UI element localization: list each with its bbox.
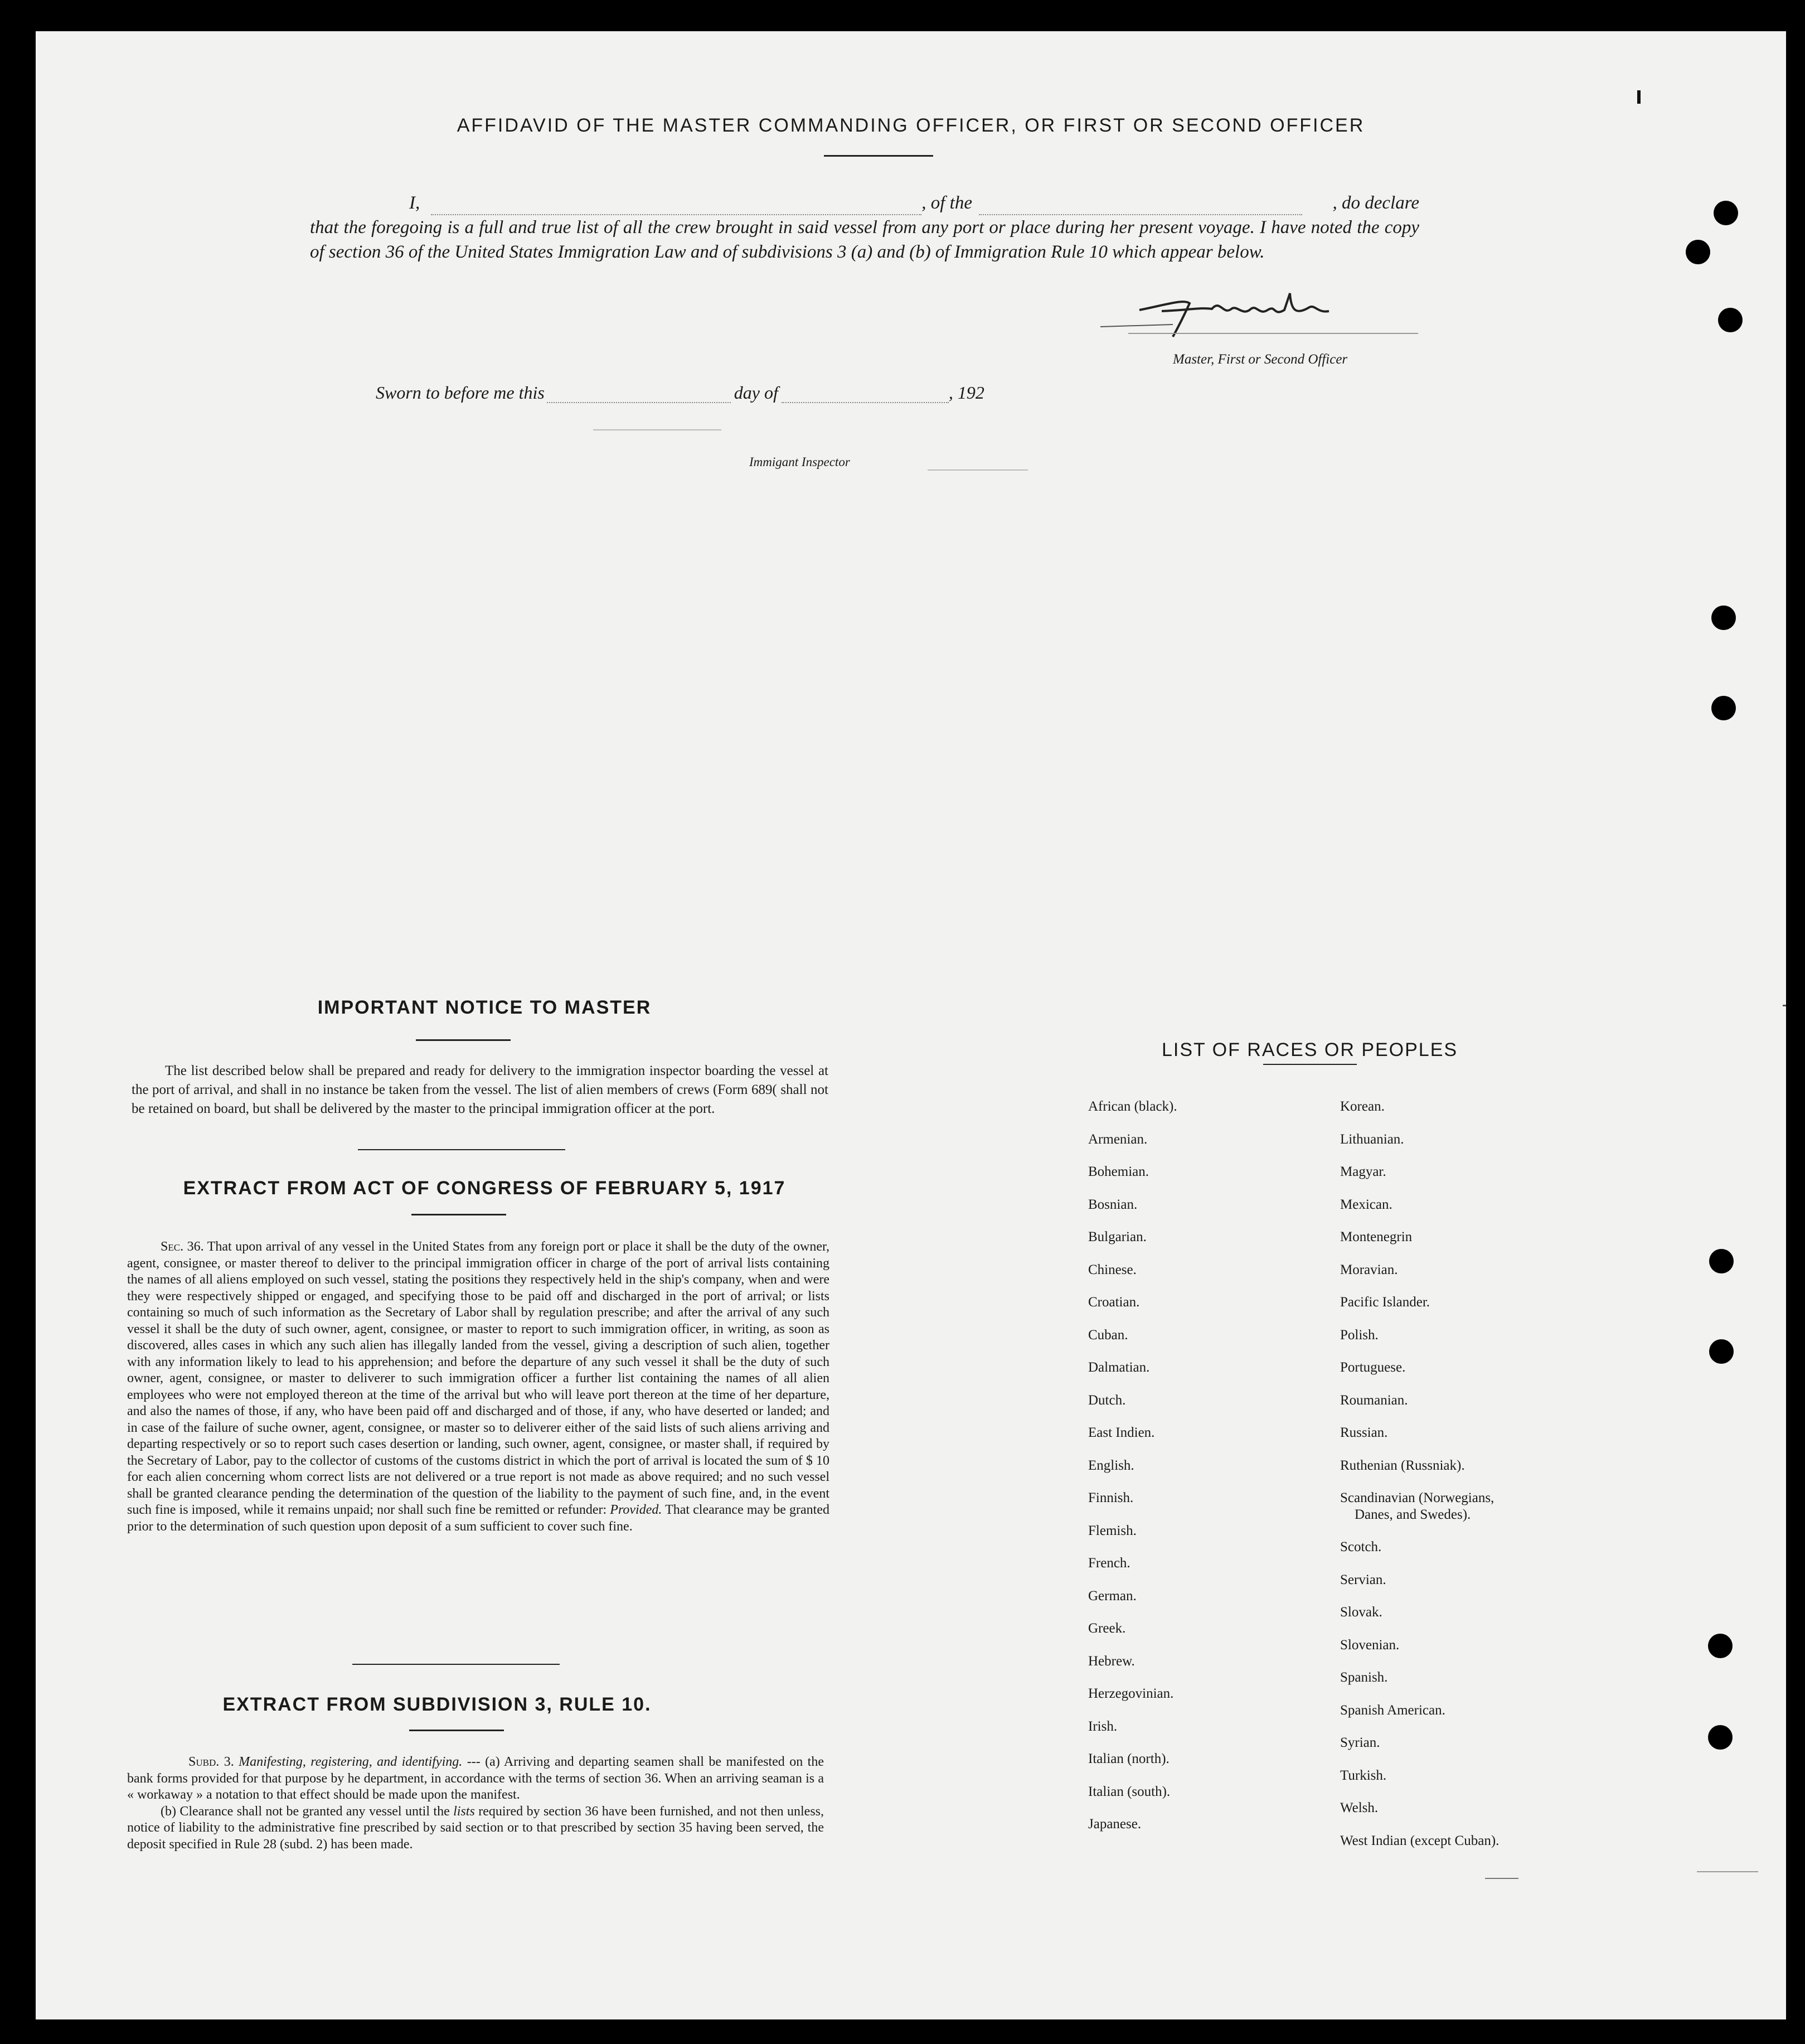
race-item: Slovenian.	[1340, 1637, 1400, 1653]
race-item: Bohemian.	[1088, 1164, 1149, 1179]
subd-para-b: required by section 36 have been furnished, and not then unless, notice of liability to the administrative fine prescribed by said section or to that prescribed by section 35 having been served, the deposit specified in Rule 28 (subd. 2) has been made.	[127, 1804, 824, 1852]
race-item: Magyar.	[1340, 1164, 1386, 1179]
punch-hole	[1711, 696, 1736, 720]
punch-hole	[1686, 240, 1710, 264]
race-item: Spanish American.	[1340, 1702, 1445, 1718]
races-title: LIST OF RACES OR PEOPLES	[1162, 1039, 1458, 1060]
subd-para-b-start: (b) Clearance shall not be granted any vessel until the	[161, 1804, 450, 1819]
races-column-1	[1088, 1091, 1177, 1841]
race-item: Turkish.	[1340, 1767, 1387, 1783]
race-item: Ruthenian (Russniak).	[1340, 1457, 1465, 1473]
race-item: West Indian (except Cuban).	[1340, 1833, 1500, 1848]
race-item: African (black).	[1088, 1099, 1177, 1114]
race-item: Flemish.	[1088, 1523, 1137, 1538]
sec-end: That clearance may be granted prior to the determination of such question upon deposit of a sum sufficient to cover such fine.	[127, 1503, 830, 1534]
punch-hole	[1714, 201, 1738, 225]
race-item: Bulgarian.	[1088, 1229, 1147, 1244]
day-of-label: day of	[734, 382, 778, 403]
inspector-line	[928, 469, 1028, 471]
signature	[1089, 277, 1368, 338]
race-item: Bosnian.	[1088, 1197, 1138, 1212]
subd-label: Subd. 3.	[188, 1755, 234, 1769]
punch-hole	[1709, 1339, 1734, 1364]
year-label: , 192	[948, 382, 984, 403]
notice-rule	[416, 1039, 511, 1041]
affidavit-title: AFFIDAVID OF THE MASTER COMMANDING OFFICER, OR FIRST OR SECOND OFFICER	[457, 115, 1365, 136]
race-item: Russian.	[1340, 1425, 1388, 1440]
day-blank	[547, 385, 731, 403]
race-item: Scotch.	[1340, 1539, 1382, 1554]
extract-act-bottom-rule	[352, 1664, 560, 1665]
race-item: Italian (north).	[1088, 1751, 1170, 1766]
race-item: Syrian.	[1340, 1735, 1380, 1750]
decl-body: that the foregoing is a full and true list of all the crew brought in said vessel from any port or place during her present voyage. I have noted the copy of section 36 of the United States Immigration Law and of subdivisions 3 (a) and (b) of Immigration Rule 10 which appear below.	[310, 217, 1419, 262]
notice-bottom-rule	[358, 1149, 565, 1150]
document-page	[36, 31, 1786, 2019]
punch-hole	[1711, 606, 1736, 630]
subd-heading: Manifesting, registering, and identifying.	[239, 1755, 463, 1769]
race-item: German.	[1088, 1588, 1137, 1604]
race-item	[1340, 1482, 1499, 1531]
page-mark	[1637, 90, 1641, 104]
declaration-text	[310, 191, 1419, 264]
race-item: Finnish.	[1088, 1490, 1134, 1505]
race-item: Lithuanian.	[1340, 1131, 1404, 1147]
extract-act-rule	[411, 1214, 506, 1215]
race-item: Armenian.	[1088, 1131, 1148, 1147]
race-item: French.	[1088, 1556, 1130, 1571]
sworn-line	[376, 382, 984, 403]
race-item: Portuguese.	[1340, 1360, 1406, 1375]
race-item: Spanish.	[1340, 1670, 1388, 1685]
decl-of-the: , of the	[921, 193, 972, 213]
race-item: Montenegrin	[1340, 1229, 1413, 1244]
race-item: English.	[1088, 1457, 1134, 1473]
month-blank	[782, 385, 949, 403]
subdivision-3-text	[127, 1754, 824, 1853]
sworn-rule	[593, 429, 721, 430]
name-blank	[431, 197, 921, 215]
corner-mark	[1485, 1878, 1518, 1879]
extract-rule-title: EXTRACT FROM SUBDIVISION 3, RULE 10.	[222, 1694, 652, 1715]
race-item: Hebrew.	[1088, 1653, 1135, 1669]
race-item: Chinese.	[1088, 1262, 1137, 1277]
notice-text: The list described below shall be prepared and ready for delivery to the immigration inspector boarding the vessel at the port of arrival, and shall in no instance be taken from the vessel. The list of alien members of crews (Form 689( shall not be retained on board, but shall be delivered by the master to the principal immigration officer at the port.	[132, 1063, 828, 1116]
punch-hole	[1709, 1249, 1734, 1273]
subd-para-a: --- (a) Arriving and departing seamen shall be manifested on the bank forms provided for that purpose by he department, in accordance with the terms of section 36. When an arriving seaman is a « workaway » a notation to that effect should be made upon the manifest.	[127, 1755, 824, 1802]
races-column-2	[1340, 1091, 1499, 1857]
title-rule	[824, 155, 933, 157]
extract-act-title: EXTRACT FROM ACT OF CONGRESS OF FEBRUARY 5, 1917	[183, 1178, 786, 1199]
signature-label: Master, First or Second Officer	[1173, 352, 1348, 367]
races-rule	[1263, 1064, 1357, 1065]
vessel-blank	[979, 197, 1302, 215]
race-item: Japanese.	[1088, 1817, 1142, 1832]
race-item: Servian.	[1340, 1572, 1386, 1587]
race-item: Pacific Islander.	[1340, 1295, 1430, 1310]
sworn-label: Sworn to before me this	[376, 382, 545, 403]
race-scandinavian-line2: Danes, and Swedes).	[1355, 1507, 1471, 1522]
race-item: Korean.	[1340, 1099, 1385, 1114]
section-36-text	[127, 1239, 829, 1535]
race-item: Cuban.	[1088, 1327, 1128, 1343]
decl-i: I,	[409, 193, 420, 213]
race-item: Moravian.	[1340, 1262, 1398, 1277]
sec-provided: Provided.	[610, 1503, 662, 1517]
race-item: Welsh.	[1340, 1800, 1379, 1815]
signature-line	[1128, 333, 1418, 334]
race-item: Slovak.	[1340, 1605, 1382, 1620]
race-item: Dalmatian.	[1088, 1360, 1150, 1375]
race-scandinavian-line1: Scandinavian (Norwegians,	[1340, 1490, 1495, 1505]
sec-label: Sec. 36.	[161, 1239, 204, 1254]
extract-rule-rule	[409, 1730, 504, 1731]
notice-title: IMPORTANT NOTICE TO MASTER	[317, 997, 652, 1018]
punch-hole	[1718, 308, 1743, 332]
punch-hole	[1708, 1634, 1733, 1658]
sec-body: That upon arrival of any vessel in the United States from any foreign port or place it shall be the duty of the owner, agent, consignee, or master thereof to deliver to the principal immigration officer in charge of the port of arrival lists containing the names of all aliens employed on such vessel, stating the positions they respectively held in the ship's company, when and were they were respectively shipped or engaged, and specifying those to be paid off and discharged in the port of arrival; or lists containing so much of such information as the Secretary of Labor shall by regulation prescribe; and after the arrival of any such vessel it shall be the duty of such owner, agent, consignee, or master to report to such immigration officer, in writing, as soon as discovered, alles cases in which any such alien has illegally landed from the vessel, giving a description of such alien, together with any information likely to lead to his apprehension; and before the departure of any such vessel it shall be the duty of such owner, agent, consignee, or master to deliverer to such immigration officer a further list containing the names of all alien employees who were not employed thereon at the time of the arrival but who will leave port thereon at the time of her departure, and also the names of those, if any, who have been paid off and discharged and of those, if any, who have deserted or landed; and in case of the failure of suche owner, agent, consignee, or master so to deliverer either of the said lists of such aliens arriving and departing respectively or so to report such cases desertion or landing, such owner, agent, consignee, or master shall, if required by the Secretary of Labor, pay to the collector of customs of the customs district in which the port of arrival is located the sum of $ 10 for each alien concerning whom correct lists are not delivered or a true report is not made as above required; and no such vessel shall be granted clearance pending the determination of the question of the liability to the payment of such fine, and, in the event such fine is imposed, while it remains unpaid; nor shall such fine be remitted or refunder:	[127, 1239, 829, 1517]
race-item: East Indien.	[1088, 1425, 1155, 1440]
inspector-label: Immigant Inspector	[749, 455, 850, 469]
subd-para-b-lists: lists	[453, 1804, 475, 1819]
edge-mark	[1783, 1005, 1786, 1006]
race-item: Polish.	[1340, 1327, 1379, 1343]
race-item: Mexican.	[1340, 1197, 1392, 1212]
race-item: Croatian.	[1088, 1295, 1140, 1310]
punch-hole	[1708, 1725, 1733, 1750]
race-item: Irish.	[1088, 1718, 1118, 1734]
race-item: Italian (south).	[1088, 1784, 1171, 1799]
race-item: Herzegovinian.	[1088, 1686, 1174, 1701]
race-item: Greek.	[1088, 1621, 1126, 1636]
race-item: Dutch.	[1088, 1392, 1126, 1408]
corner-mark-2	[1697, 1871, 1758, 1872]
decl-do-declare: , do declare	[1332, 193, 1419, 213]
race-item: Roumanian.	[1340, 1392, 1408, 1408]
